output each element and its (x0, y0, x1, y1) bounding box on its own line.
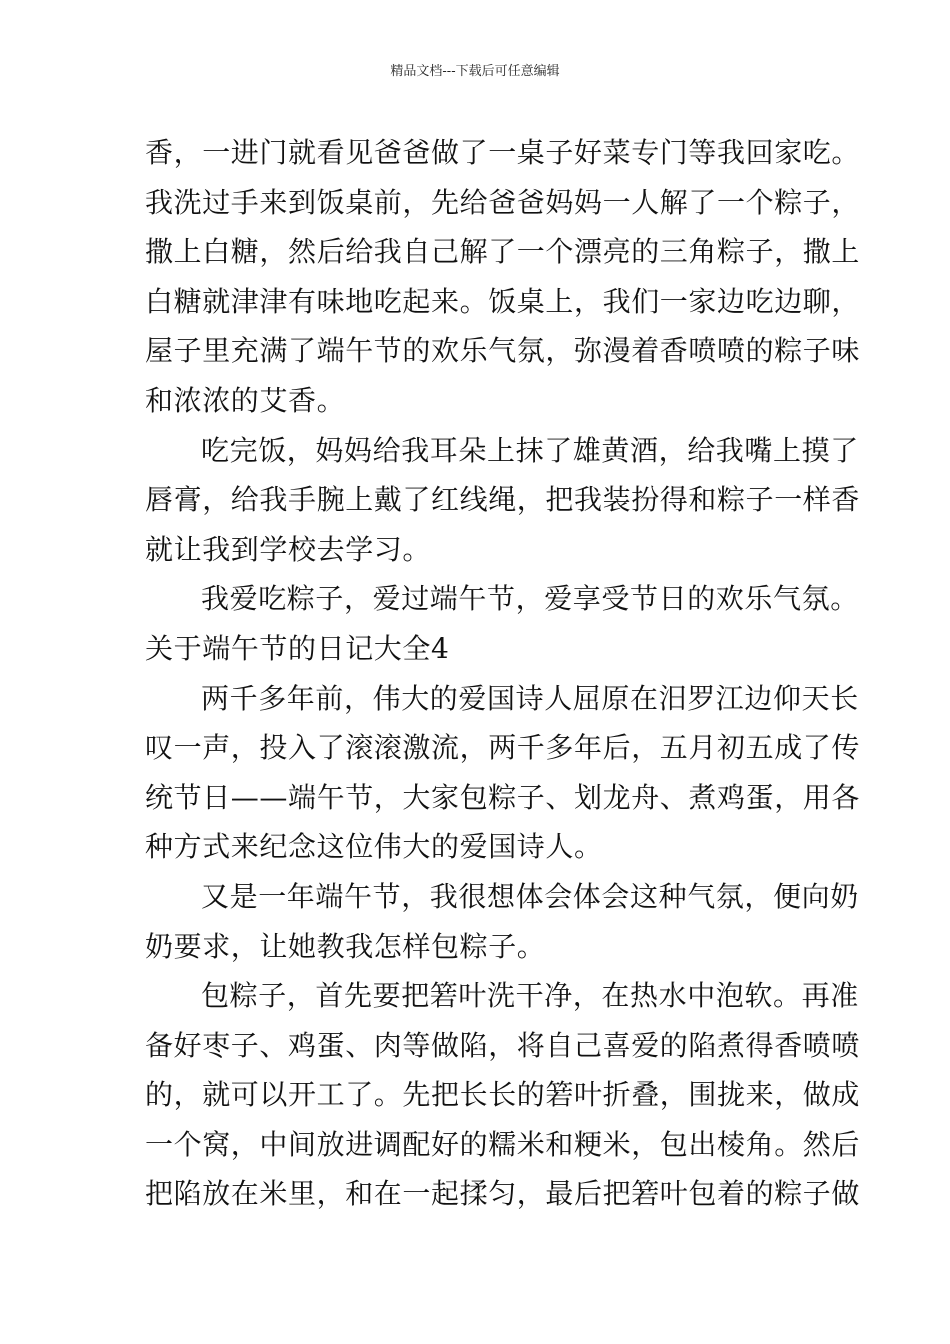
text-line: 备好枣子、鸡蛋、肉等做陷，将自己喜爱的陷煮得香喷喷 (145, 1028, 861, 1062)
text-line: 我洗过手来到饭桌前，先给爸爸妈妈一人解了一个粽子， (145, 185, 861, 219)
text-line: 和浓浓的艾香。 (145, 383, 346, 417)
text-line: 就让我到学校去学习。 (145, 532, 432, 566)
text-line: 一个窝，中间放进调配好的糯米和粳米，包出棱角。然后 (145, 1127, 861, 1161)
paragraph (145, 128, 861, 426)
paragraph (145, 426, 861, 575)
text-line: 奶要求，让她教我怎样包粽子。 (145, 929, 546, 963)
text-line: 香，一进门就看见爸爸做了一桌子好菜专门等我回家吃。 (145, 136, 861, 169)
text-line: 撒上白糖，然后给我自己解了一个漂亮的三角粽子，撒上 (145, 235, 861, 269)
document-body (145, 128, 861, 1219)
text-line: 又是一年端午节，我很想体会体会这种气氛，便向奶 (201, 879, 859, 913)
text-line: 包粽子，首先要把箬叶洗干净，在热水中泡软。再准 (201, 979, 859, 1013)
text-line: 吃完饭，妈妈给我耳朵上抹了雄黄酒，给我嘴上摸了 (201, 433, 859, 467)
paragraph (145, 674, 861, 872)
text-line: 关于端午节的日记大全4 (145, 631, 450, 665)
text-line: 的，就可以开工了。先把长长的箬叶折叠，围拢来，做成 (145, 1078, 861, 1112)
text-line: 白糖就津津有味地吃起来。饭桌上，我们一家边吃边聊， (145, 284, 861, 318)
text-line: 唇膏，给我手腕上戴了红线绳，把我装扮得和粽子一样香 (145, 483, 861, 517)
text-line: 种方式来纪念这位伟大的爱国诗人。 (145, 830, 603, 864)
text-line: 把陷放在米里，和在一起揉匀，最后把箬叶包着的粽子做 (145, 1177, 861, 1211)
paragraph (145, 872, 859, 971)
paragraph (145, 574, 859, 624)
section-heading (145, 624, 805, 674)
text-line: 两千多年前，伟大的爱国诗人屈原在汨罗江边仰天长 (201, 681, 859, 715)
text-line: 屋子里充满了端午节的欢乐气氛，弥漫着香喷喷的粽子味 (145, 334, 861, 368)
text-line: 我爱吃粽子，爱过端午节，爱享受节日的欢乐气氛。 (201, 582, 859, 616)
page-header: 精品文档---下载后可任意编辑 (390, 64, 560, 79)
text-line: 统节日——端午节，大家包粽子、划龙舟、煮鸡蛋，用各 (145, 780, 861, 814)
paragraph (145, 971, 861, 1219)
text-line: 叹一声，投入了滚滚激流，两千多年后，五月初五成了传 (145, 731, 861, 765)
